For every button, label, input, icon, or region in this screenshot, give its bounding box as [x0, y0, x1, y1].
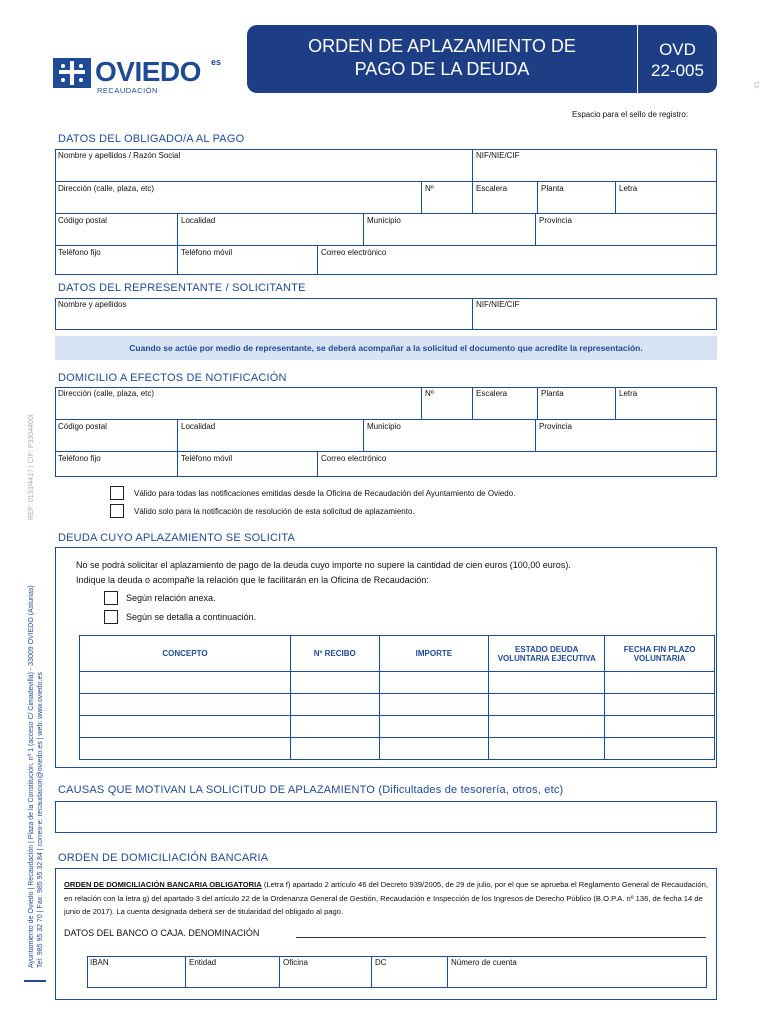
field-dom-telefono-fijo[interactable]: Teléfono fijo [55, 451, 177, 477]
obligado-grid [55, 149, 717, 275]
detalle-label: Según se detalla a continuación. [126, 612, 257, 622]
oviedo-emblem-icon [53, 58, 91, 88]
field-dom-telefono-movil[interactable]: Teléfono móvil [177, 451, 317, 477]
deuda-instructions: Indique la deuda o acompañe la relación que le facilitarán en la Oficina de Recaudación: [76, 575, 429, 585]
field-escalera[interactable]: Escalera [472, 181, 537, 213]
field-provincia[interactable]: Provincia [535, 213, 717, 245]
field-nombre-razon-social[interactable]: Nombre y apellidos / Razón Social [58, 151, 181, 160]
col-importe: IMPORTE [379, 636, 489, 672]
field-rep-nif[interactable]: NIF/NIE/CIF [472, 298, 717, 330]
col-concepto: CONCEPTO [80, 636, 291, 672]
col-fecha: FECHA FIN PLAZO VOLUNTARIA [605, 636, 715, 672]
logo [53, 58, 223, 98]
field-letra[interactable]: Letra [615, 181, 717, 213]
field-dom-provincia[interactable]: Provincia [535, 419, 717, 451]
field-nif[interactable]: NIF/NIE/CIF [472, 149, 717, 181]
col-recibo: Nº RECIBO [290, 636, 379, 672]
section-deuda-title: DEUDA CUYO APLAZAMIENTO SE SOLICITA [58, 532, 296, 544]
field-numero-cuenta[interactable]: Número de cuenta [447, 956, 707, 988]
field-dom-codigo-postal[interactable]: Código postal [55, 419, 177, 451]
field-dom-escalera[interactable]: Escalera [472, 387, 537, 419]
representation-note: Cuando se actúe por medio de representante, se deberá acompañar a la solicitud el documento que acredite la representación. [55, 336, 717, 360]
logo-subtitle: RECAUDACIÓN [97, 86, 158, 95]
field-dom-municipio[interactable]: Municipio [363, 419, 535, 451]
checkbox-valid-all[interactable] [110, 486, 124, 500]
table-row [80, 738, 715, 760]
checkbox-detalle[interactable] [104, 610, 118, 624]
field-dom-localidad[interactable]: Localidad [177, 419, 363, 451]
field-codigo-postal[interactable]: Código postal [55, 213, 177, 245]
option-valid-resolution-label: Válido solo para la notificación de resolución de esta solicitud de aplazamiento. [134, 507, 415, 516]
stamp-label: Espacio para el sello de registro: [572, 110, 689, 119]
form-title-box [247, 25, 717, 93]
side-contact: Tel: 985 95 32 70 | Fax: 985 95 32 84 | correo-e: recaudacion@oviedo.es | web: www.oviedo.es [37, 672, 44, 968]
field-telefono-movil[interactable]: Teléfono móvil [177, 245, 317, 275]
form-code: OVD 22-005 [651, 40, 704, 80]
field-planta[interactable]: Planta [537, 181, 615, 213]
representante-grid [55, 298, 717, 330]
causas-field[interactable] [55, 801, 717, 833]
deuda-min-notice: No se podrá solicitar el aplazamiento de pago de la deuda cuyo importe no supere la cantidad de cien euros (100,00 euros). [76, 560, 571, 570]
field-iban[interactable]: IBAN [90, 958, 109, 967]
side-address: Ayuntamiento de Oviedo | Recaudación | Plaza de la Constitución, nº 1 (acceso C/ Cimadevilla) - 33009 OVIEDO (Asturias) [28, 585, 35, 968]
side-accent-bar [24, 980, 46, 982]
option-valid-all-label: Válido para todas las notificaciones emitidas desde la Oficina de Recaudación del Ayuntamiento de Oviedo. [134, 489, 516, 498]
field-dom-planta[interactable]: Planta [537, 387, 615, 419]
field-dom-direccion[interactable]: Dirección (calle, plaza, etc) [58, 389, 155, 398]
section-domicilio-title: DOMICILIO A EFECTOS DE NOTIFICACIÓN [58, 372, 287, 384]
field-direccion[interactable]: Dirección (calle, plaza, etc) [55, 181, 421, 213]
section-causas-title: CAUSAS QUE MOTIVAN LA SOLICITUD DE APLAZAMIENTO (Dificultades de tesorería, otros, etc) [58, 784, 564, 796]
table-row [80, 694, 715, 716]
banco-legal-text: ORDEN DE DOMICILIACIÓN BANCARIA OBLIGATORIA (Letra f) apartado 2 artículo 46 del Decreto 939/2005, de 29 de julio, por el que se aprueba el Reglamento General de Recaudación, en relación con la letra g) del apartado 3 del artículo 22 de la Ordenanza General de Gestión, Recaudación e Inspección de los Ingresos de Derecho Público (B.O.P.A. nº 136, de fecha 14 de junio de 2017). La cuenta designada deberá ser de titularidad del obligado al pago. [64, 880, 708, 916]
field-dom-correo[interactable]: Correo electrónico [317, 451, 717, 477]
field-oficina[interactable]: Oficina [279, 956, 371, 988]
banco-denominacion-label: DATOS DEL BANCO O CAJA. DENOMINACIÓN [64, 928, 260, 938]
banco-denominacion-line[interactable] [296, 937, 706, 938]
field-correo[interactable]: Correo electrónico [317, 245, 717, 275]
logo-sup: es [211, 57, 222, 67]
iban-grid [87, 956, 707, 988]
section-representante-title: DATOS DEL REPRESENTANTE / SOLICITANTE [58, 282, 306, 294]
field-dom-letra[interactable]: Letra [615, 387, 717, 419]
section-obligado-title: DATOS DEL OBLIGADO/A AL PAGO [58, 133, 245, 145]
deuda-table-header [80, 636, 715, 672]
field-numero[interactable]: Nº [421, 181, 473, 213]
field-dom-numero[interactable]: Nº [421, 387, 473, 419]
field-rep-nombre[interactable]: Nombre y apellidos [58, 300, 127, 309]
domicilio-grid [55, 387, 717, 477]
table-row [80, 716, 715, 738]
section-banco-title: ORDEN DE DOMICILIACIÓN BANCARIA [58, 852, 269, 864]
checkbox-relacion-anexa[interactable] [104, 591, 118, 605]
col-estado: ESTADO DEUDA VOLUNTARIA EJECUTIVA [489, 636, 605, 672]
field-municipio[interactable]: Municipio [363, 213, 535, 245]
side-ref: REF: 0133/4417 | CIF: P3304400I [28, 414, 35, 520]
deuda-table [79, 635, 715, 760]
version-label: V1 [754, 81, 761, 89]
field-localidad[interactable]: Localidad [177, 213, 363, 245]
field-dc[interactable]: DC [371, 956, 447, 988]
checkbox-valid-resolution[interactable] [110, 504, 124, 518]
logo-name: OVIEDO [95, 56, 201, 87]
form-title: ORDEN DE APLAZAMIENTO DE PAGO DE LA DEUDA [308, 36, 576, 79]
table-row [80, 672, 715, 694]
field-telefono-fijo[interactable]: Teléfono fijo [55, 245, 177, 275]
relacion-anexa-label: Según relación anexa. [126, 593, 216, 603]
field-entidad[interactable]: Entidad [185, 956, 279, 988]
